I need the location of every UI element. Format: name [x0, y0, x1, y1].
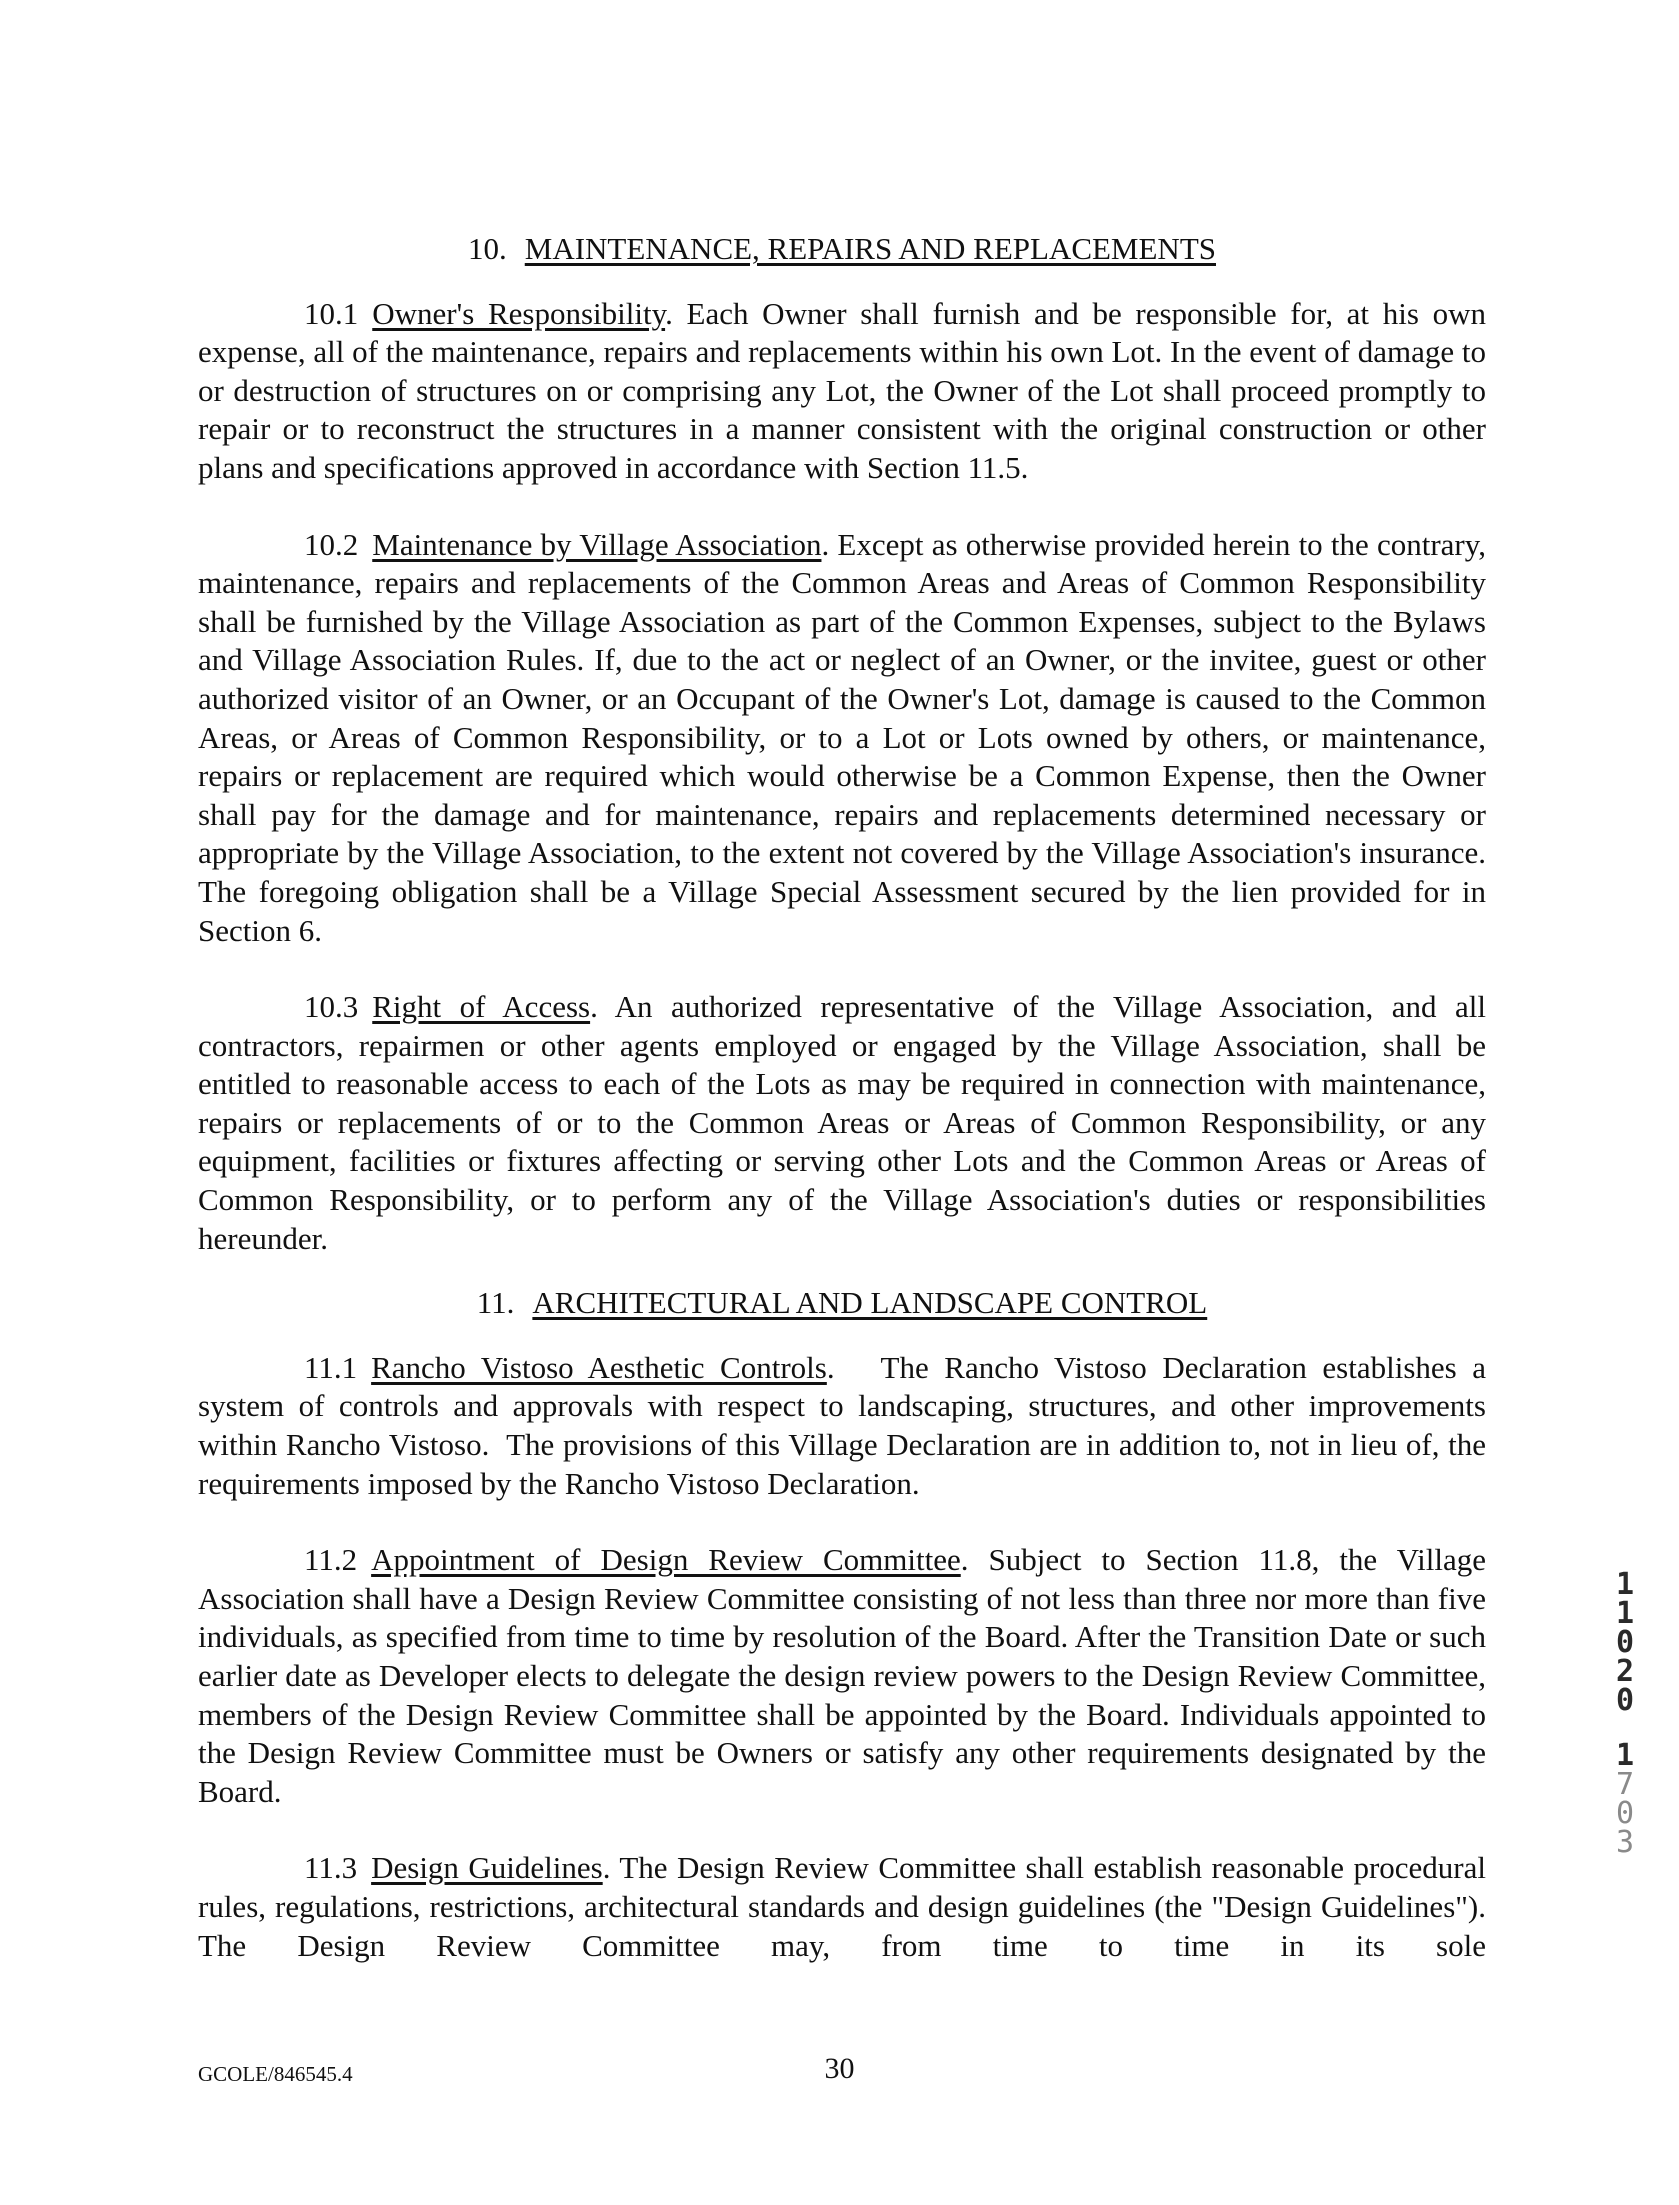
- paragraph-10-3-text: . An authorized representative of the Village Association, and all contractors, repairmen or other agents employed or engaged by the Village Association, shall be entitled to reasonable access to each of the Lots as may be required in connection with maintenance, repairs or replacements of or to the Common Areas or Areas of Common Responsibility, or any equipment, facilities or fixtures affecting or serving other Lots and the Common Areas or Areas of Common Responsibility, or to perform any of the Village Association's duties or responsibilities hereunder.: [198, 989, 1486, 1256]
- paragraph-11-1: [198, 1349, 1494, 1503]
- page-number: 30: [824, 2052, 855, 2085]
- paragraph-10-1: [198, 295, 1486, 488]
- stamp-digit: 0: [1615, 1796, 1635, 1831]
- paragraph-11-3-number: 11.3: [304, 1850, 358, 1886]
- paragraph-11-2-text: . Subject to Section 11.8, the Village Association shall have a Design Review Committee consisting of not less than three nor more than five individuals, as specified from time to time by resolution of the Board. After the Transition Date or such earlier date as Developer elects to delegate the design review powers to the Design Review Committee, members of the Design Review Committee shall be appointed by the Board. Individuals appointed to the Design Review Committee must be Owners or satisfy any other requirements designated by the Board.: [198, 1542, 1486, 1809]
- paragraph-11-1-number: 11.1: [304, 1349, 358, 1385]
- paragraph-10-2-number: 10.2: [304, 526, 359, 562]
- paragraph-10-2-heading: Maintenance by Village Association: [372, 526, 822, 562]
- paragraph-11-3-heading: Design Guidelines: [371, 1850, 603, 1886]
- page-body: [198, 230, 1494, 2003]
- stamp-digit: 1: [1615, 1567, 1635, 1602]
- stamp-digit: 0: [1615, 1625, 1635, 1660]
- section-11-number: 11.: [476, 1285, 515, 1321]
- stamp-digit: 0: [1615, 1683, 1635, 1718]
- paragraph-10-1-number: 10.1: [304, 295, 359, 331]
- paragraph-10-1-heading: Owner's Responsibility: [372, 295, 666, 331]
- section-10-heading: [198, 230, 1486, 269]
- paragraph-11-2-number: 11.2: [304, 1542, 358, 1578]
- paragraph-11-2-heading: Appointment of Design Review Committee: [371, 1542, 961, 1578]
- stamp-digit: 3: [1615, 1825, 1635, 1860]
- stamp-digit: 2: [1615, 1654, 1635, 1689]
- paragraph-11-2: [198, 1541, 1486, 1811]
- document-id: GCOLE/846545.4: [198, 2062, 353, 2086]
- stamp-digit: 1: [1615, 1738, 1635, 1773]
- section-10-number: 10.: [468, 231, 507, 266]
- stamp-digit: 1: [1615, 1596, 1635, 1631]
- paragraph-10-1-text: . Each Owner shall furnish and be responsible for, at his own expense, all of the maintenance, repairs and replacements within his own Lot. In the event of damage to or destruction of structures on or comprising any Lot, the Owner of the Lot shall proceed promptly to repair or to reconstruct the structures in a manner consistent with the original construction or other plans and specifications approved in accordance with Section 11.5.: [198, 295, 1486, 485]
- paragraph-10-2: [198, 526, 1486, 951]
- paragraph-10-3-number: 10.3: [304, 989, 359, 1025]
- paragraph-10-2-text: . Except as otherwise provided herein to the contrary, maintenance, repairs and replacements of the Common Areas and Areas of Common Responsibility shall be furnished by the Village Association as part of the Common Expenses, subject to the Bylaws and Village Association Rules. If, due to the act or neglect of an Owner, or the invitee, guest or other authorized visitor of an Owner, or an Occupant of the Owner's Lot, damage is caused to the Common Areas, or Areas of Common Responsibility, or to a Lot or Lots owned by others, or maintenance, repairs or replacement are required which would otherwise be a Common Expense, then the Owner shall pay for the damage and for maintenance, repairs and replacements determined necessary or appropriate by the Village Association, to the extent not covered by the Village Association's insurance. The foregoing obligation shall be a Village Special Assessment secured by the lien provided for in Section 6.: [198, 526, 1486, 948]
- paragraph-11-1-text: . The Rancho Vistoso Declaration establishes a system of controls and approvals with respect to landscaping, structures, and other improvements within Rancho Vistoso. The provisions of this Village Declaration are in addition to, not in lieu of, the requirements imposed by the Rancho Vistoso Declaration.: [198, 1349, 1494, 1501]
- paragraph-10-3: [198, 988, 1486, 1258]
- stamp-digit: 7: [1615, 1767, 1635, 1802]
- section-10-title: MAINTENANCE, REPAIRS AND REPLACEMENTS: [524, 231, 1216, 266]
- section-11-title: ARCHITECTURAL AND LANDSCAPE CONTROL: [532, 1285, 1208, 1321]
- recording-number-stamp: [1608, 1567, 1642, 1860]
- paragraph-10-3-heading: Right of Access: [372, 989, 591, 1025]
- paragraph-11-1-heading: Rancho Vistoso Aesthetic Controls: [371, 1349, 827, 1385]
- paragraph-11-3-text: . The Design Review Committee shall establish reasonable procedural rules, regulations, restrictions, architectural standards and design guidelines (the "Design Guidelines"). The Design Review Committee may, from time to time in its sole: [198, 1850, 1486, 1963]
- paragraph-11-3: [198, 1849, 1486, 1965]
- section-11-heading: [198, 1284, 1486, 1323]
